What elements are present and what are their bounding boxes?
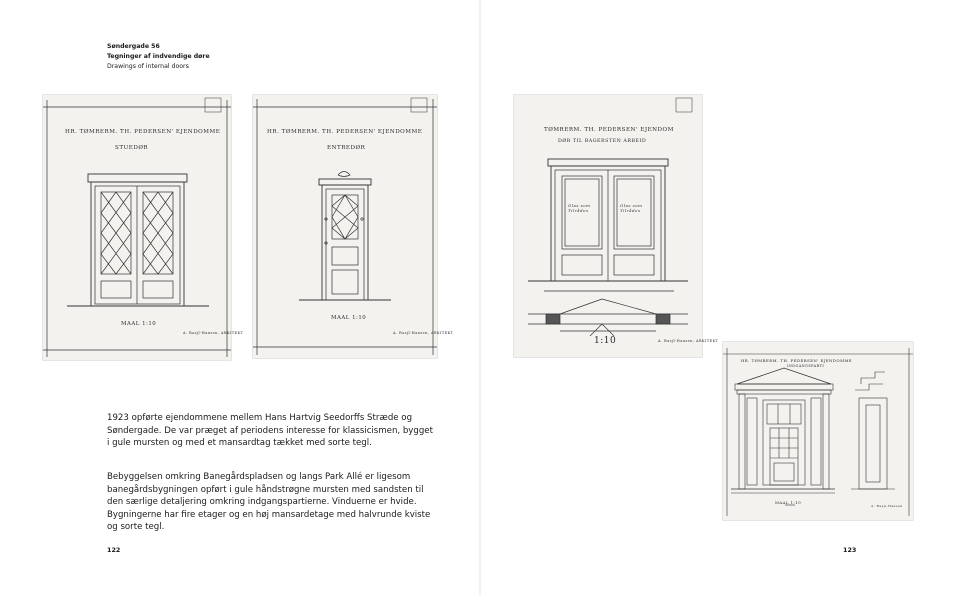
page-number-left: 122 <box>107 546 121 554</box>
drawing-1-header: HR. TØMRERM. TH. PEDERSEN' EJENDOMME <box>65 129 221 135</box>
drawing-glass-door <box>514 95 702 357</box>
drawing-sheet-double-door <box>43 95 244 360</box>
figure-caption <box>107 42 327 72</box>
drawing-4-subtitle: INDGANGSPARTI <box>787 364 825 368</box>
book-gutter <box>479 0 481 596</box>
caption-title-english: Drawings of internal doors <box>107 63 189 70</box>
drawing-sheet-entrance <box>723 342 913 520</box>
drawing-2-scale: MAAL 1:10 <box>331 315 367 321</box>
drawing-3-subtitle: DØR TIL BAGERSTEN ARBEID <box>558 139 647 144</box>
drawing-3-glass-note-left: Glas som Tilrådes <box>568 203 591 213</box>
drawing-4-scale: MAAL 1:10 <box>775 500 802 505</box>
drawing-4-header: HR. TØMRERM. TH. PEDERSEN' EJENDOMME <box>741 358 853 363</box>
drawing-3-stamp: A. Rasjl-Hansen, ARKITEKT <box>658 339 719 343</box>
drawing-4-stamp: A. Rasjl-Hansen <box>871 504 903 508</box>
drawing-1-subtitle: STUEDØR <box>115 145 149 151</box>
caption-address: Søndergade 56 <box>107 43 160 50</box>
body-paragraph-2: Bebyggelsen omkring Banegårdspladsen og langs Park Allé er ligesom banegårdsbygningen opført i gule håndstrøgne mursten med sandsten til den særlige detaljering omkring indgangspartierne. Vinduerne er hvide. Bygningerne har fire etager og en høj mansardetage med halvrunde kviste og sorte tegl. <box>107 472 431 532</box>
drawing-3-glass-note-right: Glas som Tilrådes <box>620 203 643 213</box>
drawing-2-header: HR. TØMRERM. TH. PEDERSEN' EJENDOMME <box>267 129 423 135</box>
drawing-1-scale: MAAL 1:10 <box>121 321 157 327</box>
drawing-2-stamp: A. Rasjl-Hansen, ARKITEKT <box>393 331 454 335</box>
drawing-1-stamp: A. Rasjl-Hansen, ARKITEKT <box>183 331 244 335</box>
drawing-sheet-glass-door <box>514 95 719 357</box>
body-paragraph-1: 1923 opførte ejendommene mellem Hans Hartvig Seedorffs Stræde og Søndergade. De var præget af periodens interesse for klassicismen, bygget i gule mursten og med et mansardtag tækket med sorte tegl. <box>107 413 433 448</box>
drawing-3-header: TØMRERM. TH. PEDERSEN' EJENDOM <box>544 127 674 133</box>
drawing-entrance <box>723 342 913 520</box>
drawing-2-subtitle: ENTREDØR <box>327 145 366 151</box>
drawing-sheet-entry-door <box>253 95 454 358</box>
caption-title-danish: Tegninger af indvendige døre <box>107 53 210 60</box>
page-number-right: 123 <box>843 546 857 554</box>
drawing-3-scale: 1:10 <box>594 336 617 346</box>
